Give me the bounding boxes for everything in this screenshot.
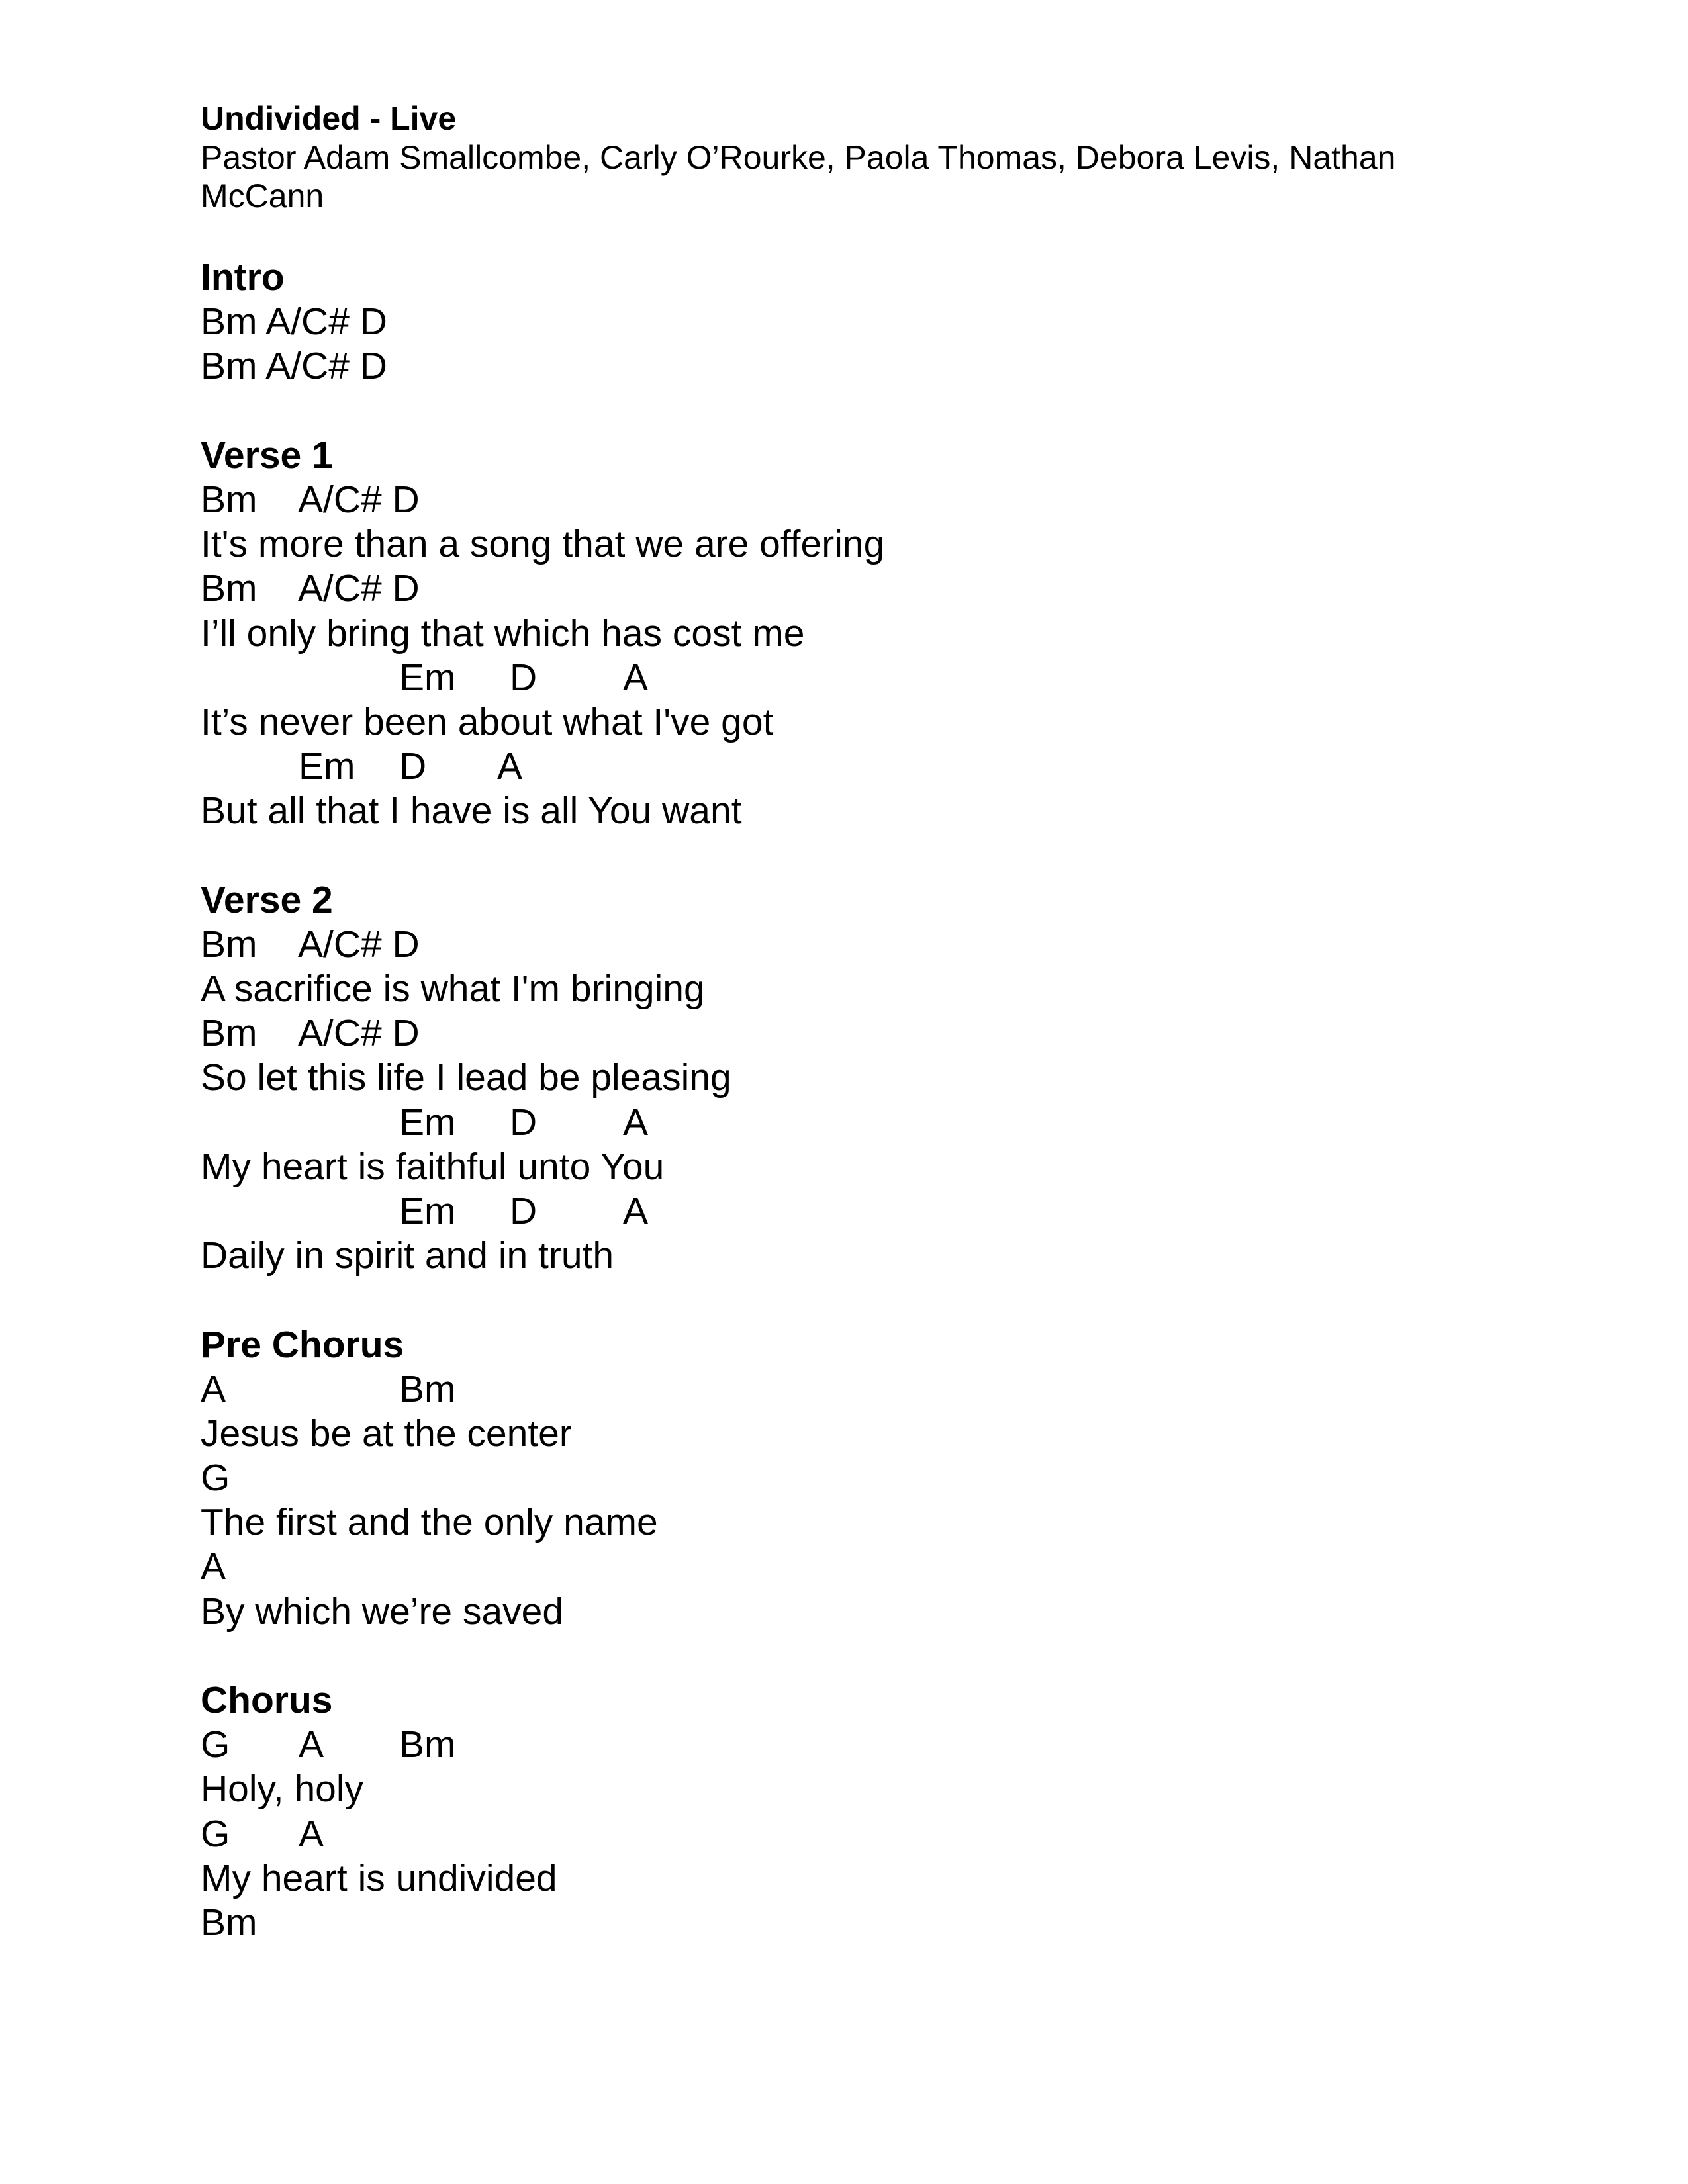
chord-line — [201, 1812, 1524, 1856]
lyric-line: A sacrifice is what I'm bringing — [201, 968, 705, 1010]
chord: D — [510, 656, 538, 699]
section-verse-1 — [201, 433, 1524, 878]
chord: G — [201, 1812, 230, 1855]
chord-line: Bm A/C# D — [201, 345, 387, 388]
chord: D — [399, 745, 427, 788]
lyric-line: Daily in spirit and in truth — [201, 1234, 614, 1277]
chord-line — [201, 1456, 1524, 1500]
lyric-line: The first and the only name — [201, 1501, 658, 1544]
chord-line — [201, 478, 1524, 522]
section-verse-2 — [201, 878, 1524, 1323]
chord: A — [299, 1812, 324, 1855]
blank-line — [201, 1634, 1524, 1678]
chord: G — [201, 1457, 230, 1500]
chord: A — [623, 656, 649, 699]
section-heading: Verse 2 — [201, 878, 333, 921]
lyric-line: My heart is faithful unto You — [201, 1145, 665, 1188]
song-body — [201, 255, 1524, 1945]
chord: Bm — [201, 923, 258, 966]
chord: A — [201, 1545, 226, 1588]
blank-line — [201, 833, 1524, 878]
chord: A — [299, 1723, 324, 1766]
blank-line — [201, 389, 1524, 433]
section-heading: Chorus — [201, 1679, 333, 1721]
section-pre-chorus — [201, 1323, 1524, 1679]
chord-line — [201, 1545, 1524, 1589]
lyric-line: Jesus be at the center — [201, 1412, 572, 1455]
chord: Em — [399, 1101, 456, 1144]
chord: A/C# D — [298, 1012, 420, 1055]
chord-line — [201, 1101, 1524, 1145]
chord: A — [497, 745, 523, 788]
chord: Bm — [201, 1901, 258, 1944]
chord-line — [201, 656, 1524, 700]
chord: A — [201, 1367, 226, 1410]
chord: G — [201, 1723, 230, 1766]
lyric-line: My heart is undivided — [201, 1856, 557, 1899]
chord: A/C# D — [298, 478, 420, 521]
chord: Bm — [201, 478, 258, 521]
lyric-line: I’ll only bring that which has cost me — [201, 612, 805, 655]
chord-line — [201, 923, 1524, 967]
blank-line — [201, 1278, 1524, 1322]
section-intro — [201, 255, 1524, 433]
chord: D — [510, 1101, 538, 1144]
chord-line — [201, 1723, 1524, 1767]
chord-line: Bm A/C# D — [201, 300, 387, 343]
lyric-line: It’s never been about what I've got — [201, 700, 774, 743]
song-authors: Pastor Adam Smallcombe, Carly O’Rourke, Paola Thomas, Debora Levis, Nathan McCann — [201, 138, 1396, 214]
chord-line — [201, 1189, 1524, 1234]
chord: D — [510, 1189, 538, 1232]
chord: A — [623, 1101, 649, 1144]
chord-line — [201, 1011, 1524, 1056]
chord: Em — [299, 745, 355, 788]
chord-line — [201, 567, 1524, 611]
lyric-line: So let this life I lead be pleasing — [201, 1056, 731, 1099]
chord: Em — [399, 656, 456, 699]
lyric-line: But all that I have is all You want — [201, 790, 742, 833]
section-heading: Verse 1 — [201, 433, 333, 477]
song-header — [201, 99, 1432, 216]
chord: Em — [399, 1189, 456, 1232]
chord: Bm — [399, 1723, 456, 1766]
section-heading: Intro — [201, 256, 285, 298]
lyric-line: By which we’re saved — [201, 1590, 564, 1633]
chord: Bm — [201, 1012, 258, 1055]
chord: Bm — [201, 567, 258, 610]
chord: A — [623, 1189, 649, 1232]
chord-line — [201, 1901, 1524, 1945]
chord: Bm — [399, 1367, 456, 1410]
section-heading: Pre Chorus — [201, 1323, 404, 1366]
chord: A/C# D — [298, 923, 420, 966]
chord: A/C# D — [298, 567, 420, 610]
section-chorus — [201, 1678, 1524, 1945]
chord-line — [201, 745, 1524, 789]
lyric-line: Holy, holy — [201, 1768, 364, 1811]
song-title: Undivided - Live — [201, 100, 457, 137]
chord-line — [201, 1367, 1524, 1412]
lyric-line: It's more than a song that we are offering — [201, 523, 885, 566]
